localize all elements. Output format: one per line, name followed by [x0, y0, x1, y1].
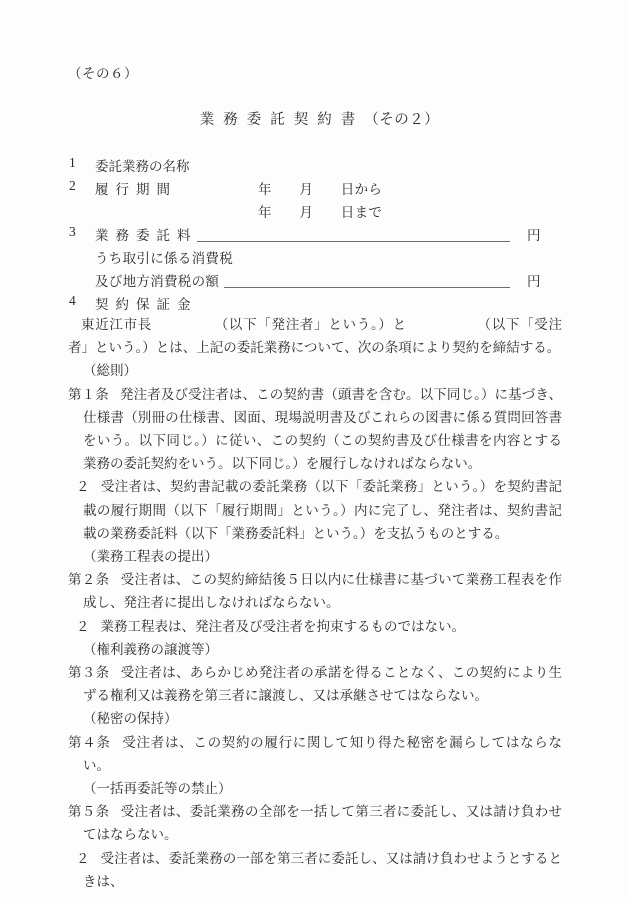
article-paragraph — [68, 383, 562, 476]
contract-fields — [0, 155, 630, 316]
tax-note-line-2: 及び地方消費税の額 — [95, 274, 220, 289]
article-subparagraph — [68, 475, 562, 545]
article-marker: 第３条 — [68, 665, 110, 681]
section-heading: （権利義務の譲渡等） — [83, 641, 218, 657]
field-number: 2 — [69, 178, 76, 193]
page-title — [0, 108, 630, 129]
fee-currency-unit: 円 — [527, 228, 541, 243]
section-heading: （業務工程表の提出） — [83, 549, 218, 565]
field-label: 業務委託料 — [95, 228, 198, 243]
article-marker: 第４条 — [68, 734, 111, 750]
article-paragraph — [68, 731, 562, 777]
tax-fill-in-rule — [224, 287, 510, 288]
page-title-suffix: （その２） — [364, 112, 440, 128]
subpara-text: 受注者は、契約書記載の委託業務（以下「委託業務」という。）を契約書記載の履行期間（以下「履行期間」という。）内に完了し、発注者は、契約書記載の業務委託料（以下「業務委託料」という。）を支払うものとする。 — [83, 479, 563, 541]
subpara-marker: ２ — [76, 479, 90, 495]
article-text: 受注者は、この契約締結後５日以内に仕様書に基づいて業務工程表を作成し、発注者に提出しなければならない。 — [83, 572, 563, 611]
subpara-text: 受注者は、委託業務の一部を第三者に委託し、又は請け負わせようとするときは、 — [83, 850, 563, 889]
article-text: 受注者は、この契約の履行に関して知り得た秘密を漏らしてはならない。 — [83, 734, 563, 773]
field-number: 3 — [69, 224, 76, 239]
field-label: 履行期間 — [95, 182, 177, 197]
article-paragraph — [68, 568, 562, 614]
period-start-value: 年 月 日から — [258, 182, 383, 197]
parties-paragraph — [68, 313, 562, 359]
fee-fill-in-rule — [197, 241, 510, 242]
article-text: 受注者は、あらかじめ発注者の承諾を得ることなく、この契約により生ずる権利又は義務を第三者に譲渡し、又は承継させてはならない。 — [83, 665, 563, 704]
article-subparagraph — [68, 847, 562, 893]
field-number: 4 — [69, 293, 76, 308]
sheet-marker: （その６） — [68, 66, 138, 81]
field-label: 委託業務の名称 — [95, 159, 190, 174]
section-heading: （一括再委託等の禁止） — [83, 781, 232, 797]
subpara-marker: ２ — [76, 618, 90, 634]
subpara-text: 業務工程表は、発注者及び受注者を拘束するものではない。 — [100, 618, 465, 634]
page-title-main: 業務委託契約書 — [199, 112, 365, 128]
field-number: 1 — [69, 155, 76, 170]
tax-currency-unit: 円 — [527, 274, 541, 289]
orderer-name: 東近江市長 — [81, 317, 153, 332]
field-row-period-end — [0, 201, 630, 224]
field-label: 契約保証金 — [95, 297, 198, 312]
tax-note-line-1: うち取引に係る消費税 — [95, 251, 233, 266]
contract-body — [68, 313, 562, 893]
article-marker: 第５条 — [68, 804, 110, 820]
field-row-tax-amount — [0, 270, 630, 293]
article-text: 受注者は、委託業務の全部を一括して第三者に委託し、又は請け負わせてはならない。 — [83, 804, 563, 843]
field-row-period — [0, 178, 630, 201]
field-row-fee — [0, 224, 630, 247]
article-subparagraph — [68, 615, 562, 638]
subpara-marker: ２ — [76, 850, 90, 866]
article-marker: 第１条 — [68, 386, 109, 402]
article-paragraph — [68, 661, 562, 707]
article-text: 発注者及び受注者は、この契約書（頭書を含む。以下同じ。）に基づき、仕様書（別冊の仕様書、図面、現場説明書及びこれらの図書に係る質問回答書をいう。以下同じ。）に従い、この契約（この契約書及び仕様書を内容とする業務の委託契約をいう。以下同じ。）を履行しなければならない。 — [83, 386, 562, 472]
field-row-tax-note — [0, 247, 630, 270]
article-paragraph — [68, 800, 562, 846]
field-row-name — [0, 155, 630, 178]
section-heading: （総則） — [83, 363, 137, 379]
orderer-note: （以下「発注者」という。）と — [214, 317, 407, 332]
article-marker: 第２条 — [68, 572, 110, 588]
contractor-note: （以下「受注者」という。）とは、上記の委託業務について、次の条項により契約を締結する。 — [68, 317, 563, 356]
section-heading: （秘密の保持） — [83, 711, 178, 727]
period-end-value: 年 月 日まで — [258, 205, 383, 220]
